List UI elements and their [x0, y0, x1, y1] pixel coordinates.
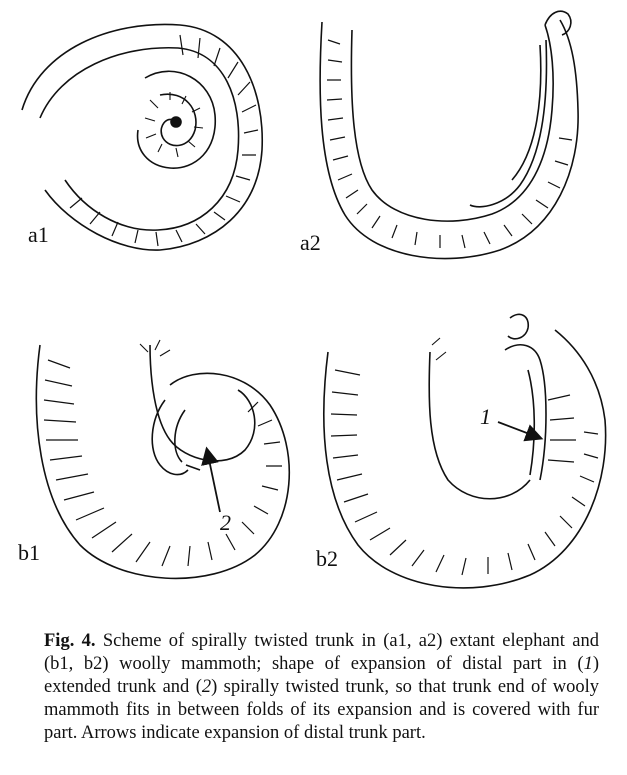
panel-label-a2: a2	[300, 230, 321, 255]
arrow-label-1: 1	[480, 404, 491, 429]
figure-caption	[44, 630, 599, 745]
drawing-a2-u-trunk	[320, 11, 578, 258]
arrow-label-2: 2	[220, 510, 231, 535]
caption-ref-1: 1	[583, 654, 593, 674]
arrow-2	[207, 450, 220, 512]
caption-figure-id: Fig. 4.	[44, 631, 96, 651]
drawing-b1-spiral	[36, 340, 289, 578]
caption-ref-2: 2	[201, 677, 212, 697]
drawing-b2-u-trunk	[324, 314, 606, 588]
panel-label-b2: b2	[316, 546, 338, 571]
caption-text-part3: ) spirally twisted trunk, so that trunk end of wooly mammoth fits in between folds of its expansion and is covered with fur part. Arrows indicate expansion of distal trunk part.	[44, 677, 599, 743]
panel-label-a1: a1	[28, 222, 49, 247]
panel-label-b1: b1	[18, 540, 40, 565]
caption-text-part1: Scheme of spirally twisted trunk in (a1, a2) extant elephant and (b1, b2) woolly mammoth; shape of expansion of distal part in (	[44, 631, 599, 674]
caption-text-part2: ) extended trunk and (	[44, 654, 599, 697]
drawing-a1-spiral	[22, 24, 262, 250]
